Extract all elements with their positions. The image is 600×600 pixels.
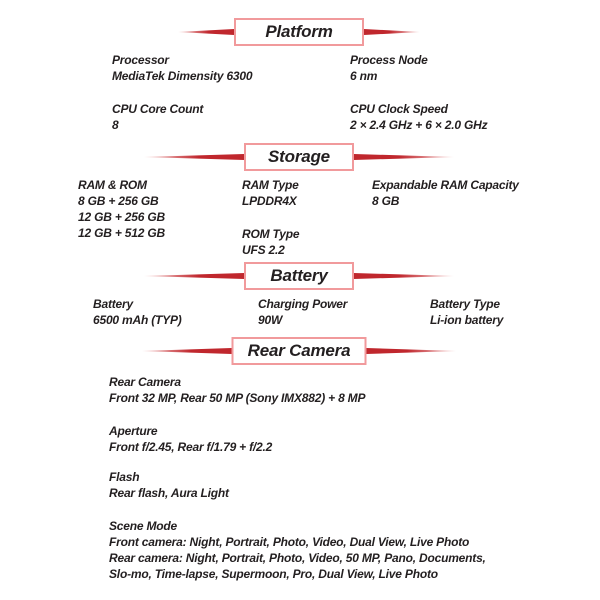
field-cpu-core-count <box>112 101 203 133</box>
field-battery <box>93 296 182 328</box>
section-header-battery <box>144 262 454 290</box>
field-value: Rear flash, Aura Light <box>109 486 229 500</box>
section-title-battery: Battery <box>270 266 328 285</box>
field-label: Processor <box>112 53 169 67</box>
field-label: Flash <box>109 470 140 484</box>
section-title-platform: Platform <box>265 22 333 41</box>
section-header-storage <box>144 143 454 171</box>
field-value: 6 nm <box>350 69 378 83</box>
field-value: LPDDR4X <box>242 194 297 208</box>
field-rear-camera <box>109 374 365 406</box>
field-value: 90W <box>258 313 283 327</box>
section-title-box <box>234 18 364 46</box>
section-title-rear-camera: Rear Camera <box>247 341 351 360</box>
section-title-box <box>244 143 354 171</box>
field-label: Expandable RAM Capacity <box>372 178 519 192</box>
field-value: 8 GB <box>372 194 400 208</box>
field-value: UFS 2.2 <box>242 243 285 257</box>
section-header-rear-camera <box>142 337 457 365</box>
field-value: Front camera: Night, Portrait, Photo, Video, Dual View, Live Photo <box>109 535 470 549</box>
field-ram-rom <box>78 177 165 241</box>
field-label: Battery Type <box>430 297 500 311</box>
field-label: Battery <box>93 297 133 311</box>
section-title-box <box>232 337 367 365</box>
field-value: Rear camera: Night, Portrait, Photo, Video, 50 MP, Pano, Documents, <box>109 551 486 565</box>
section-title-box <box>244 262 354 290</box>
header-line-left <box>144 154 244 160</box>
field-value: Slo-mo, Time-lapse, Supermoon, Pro, Dual View, Live Photo <box>109 567 438 581</box>
section-title-storage: Storage <box>268 147 330 166</box>
header-line-right <box>354 154 454 160</box>
header-line-right <box>354 273 454 279</box>
field-rom-type <box>242 226 299 258</box>
field-scene-mode <box>109 518 486 582</box>
field-charging-power <box>258 296 347 328</box>
field-label: Scene Mode <box>109 519 178 533</box>
field-label: Process Node <box>350 53 428 67</box>
field-label: CPU Core Count <box>112 102 204 116</box>
header-line-right <box>364 29 420 35</box>
field-label: ROM Type <box>242 227 300 241</box>
field-process-node <box>350 52 428 84</box>
field-value: 12 GB + 256 GB <box>78 210 165 224</box>
field-value: Front 32 MP, Rear 50 MP (Sony IMX882) + 8 MP <box>109 391 366 405</box>
header-line-left <box>142 348 232 354</box>
section-header-platform <box>178 18 420 46</box>
field-value: MediaTek Dimensity 6300 <box>112 69 253 83</box>
field-cpu-clock-speed <box>350 101 487 133</box>
field-label: RAM Type <box>242 178 299 192</box>
field-aperture <box>109 423 272 455</box>
field-flash <box>109 469 229 501</box>
header-line-left <box>144 273 244 279</box>
field-expandable-ram <box>372 177 519 209</box>
field-value: Front f/2.45, Rear f/1.79 + f/2.2 <box>109 440 273 454</box>
field-label: Aperture <box>109 424 158 438</box>
field-label: Charging Power <box>258 297 348 311</box>
header-line-left <box>178 29 234 35</box>
header-line-right <box>367 348 457 354</box>
field-processor <box>112 52 252 84</box>
field-value: Li-ion battery <box>430 313 504 327</box>
field-label: Rear Camera <box>109 375 181 389</box>
field-value: 2 × 2.4 GHz + 6 × 2.0 GHz <box>350 118 488 132</box>
field-value: 8 GB + 256 GB <box>78 194 159 208</box>
field-label: CPU Clock Speed <box>350 102 448 116</box>
field-value: 8 <box>112 118 119 132</box>
field-value: 12 GB + 512 GB <box>78 226 165 240</box>
field-value: 6500 mAh (TYP) <box>93 313 182 327</box>
field-battery-type <box>430 296 503 328</box>
field-ram-type <box>242 177 299 209</box>
field-label: RAM & ROM <box>78 178 147 192</box>
